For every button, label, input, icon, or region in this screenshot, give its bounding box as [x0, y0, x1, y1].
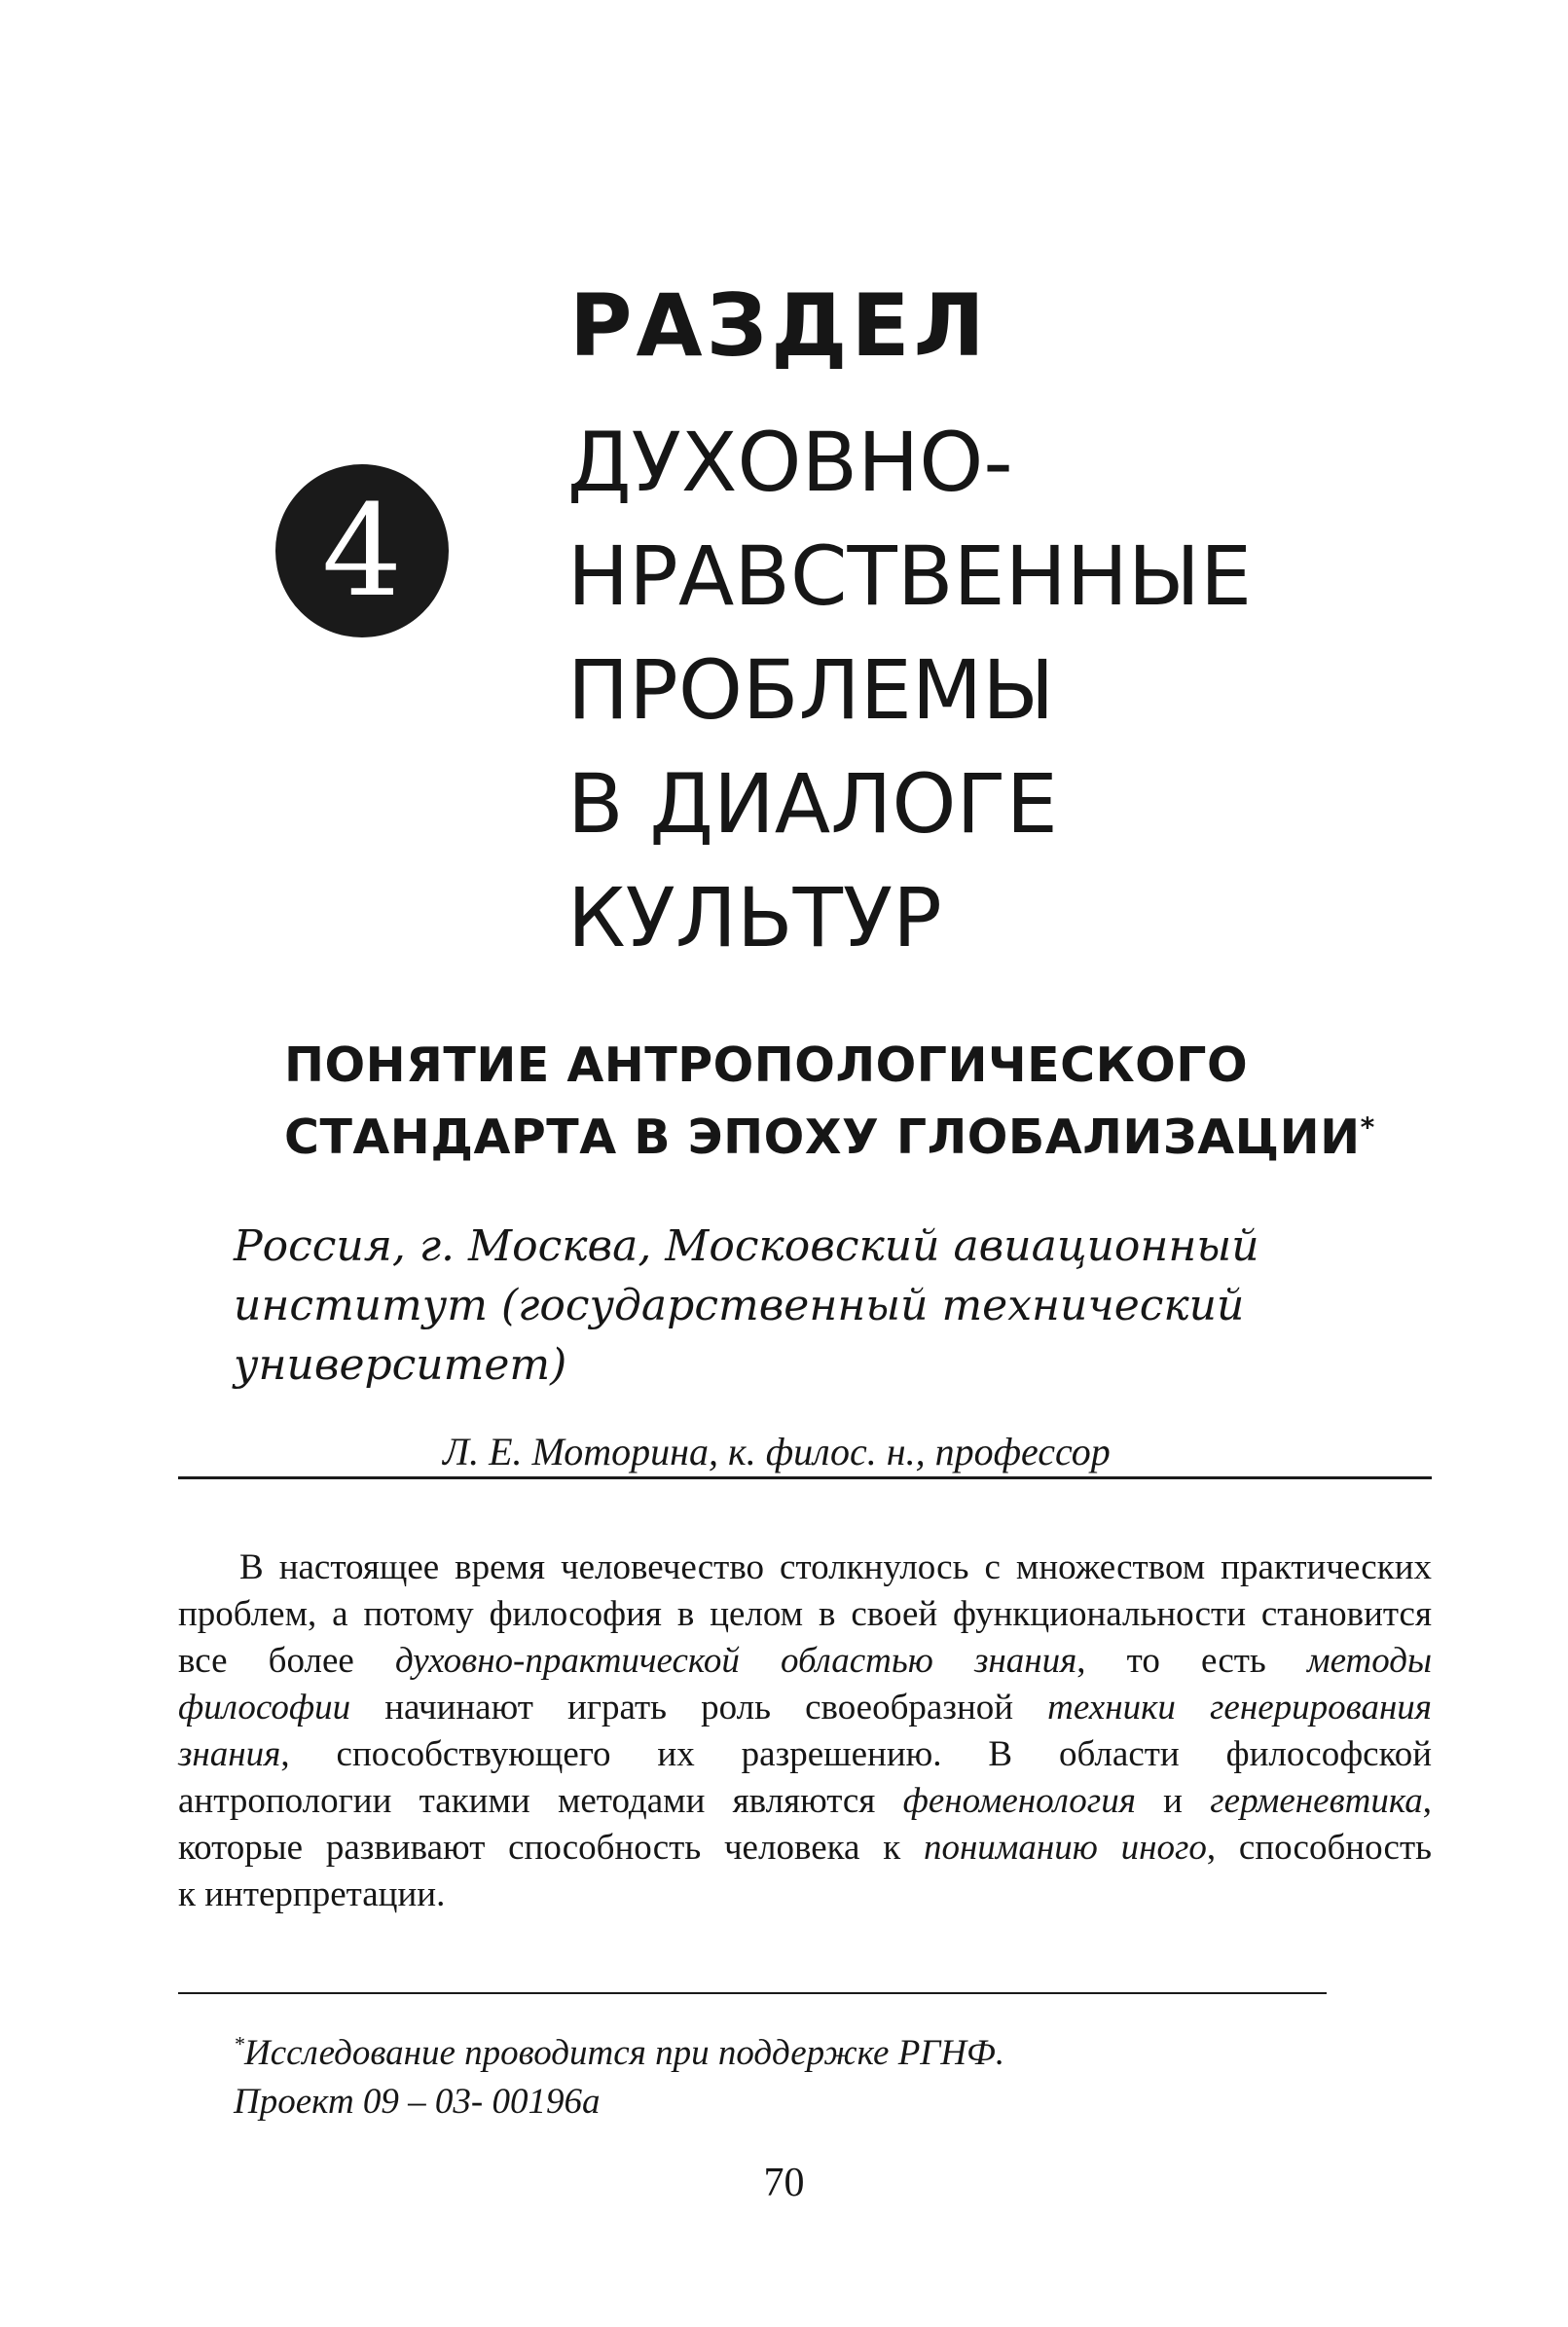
header-divider	[178, 1476, 1432, 1479]
footnote-line	[234, 2029, 1004, 2078]
body-text-run: проблем, а потому философия в целом в своей функциональности становится	[178, 1594, 1432, 1634]
section-title-line: ДУХОВНО-	[567, 415, 1013, 510]
affiliation-line: университет)	[234, 1340, 567, 1390]
body-text-run: , то есть	[1076, 1641, 1307, 1681]
section-title-line: КУЛЬТУР	[567, 870, 942, 965]
article-title	[284, 1030, 1404, 1174]
body-text-run: , способствующего их разрешению. В области философской	[280, 1734, 1432, 1774]
section-number-badge: 4	[275, 464, 449, 637]
body-text-run: начинают играть роль своеобразной	[350, 1688, 1048, 1727]
footnote-mark: *	[234, 2031, 244, 2056]
body-line	[178, 1825, 1432, 1872]
body-text-run: и	[1135, 1781, 1211, 1821]
body-text-run: к интерпретации.	[178, 1874, 446, 1914]
footnote-line-text: Исследование проводится при поддержке РГНФ.	[244, 2033, 1005, 2073]
emphasized-term: философии	[178, 1688, 351, 1727]
body-text-run: которые развивают способность человека к	[178, 1828, 924, 1868]
body-text-run: антропологии такими методами являются	[178, 1781, 903, 1821]
affiliation-line: Россия, г. Москва, Московский авиационный	[234, 1221, 1259, 1271]
page-number: 70	[763, 2161, 805, 2205]
footnote-reference-mark: *	[1360, 1110, 1375, 1144]
body-text-run: все более	[178, 1641, 395, 1681]
section-title-line: ПРОБЛЕМЫ	[567, 642, 1055, 738]
body-line	[178, 1731, 1432, 1778]
emphasized-term: техники генерирования	[1047, 1688, 1432, 1727]
emphasized-term: пониманию иного	[923, 1828, 1207, 1868]
section-title	[567, 406, 1443, 975]
emphasized-term: феноменология	[902, 1781, 1136, 1821]
affiliation-line: институт (государственный технический	[234, 1281, 1245, 1330]
emphasized-term: духовно-практической областью знания	[394, 1641, 1077, 1681]
article-title-line	[284, 1102, 1404, 1174]
footnote	[234, 2029, 1004, 2127]
body-line	[178, 1778, 1432, 1825]
body-line	[178, 1872, 1432, 1918]
emphasized-term: знания	[178, 1734, 281, 1774]
article-title-line-text: СТАНДАРТА В ЭПОХУ ГЛОБАЛИЗАЦИИ	[284, 1109, 1361, 1165]
footnote-line: Проект 09 – 03- 00196а	[234, 2082, 601, 2122]
body-text-run: , способность	[1206, 1828, 1432, 1868]
body-text-run: В настоящее время человечество столкнулось с множеством практических	[239, 1547, 1432, 1587]
section-title-line: НРАВСТВЕННЫЕ	[567, 528, 1253, 624]
body-line	[178, 1638, 1432, 1685]
body-paragraph	[178, 1545, 1432, 1918]
article-title-line: ПОНЯТИЕ АНТРОПОЛОГИЧЕСКОГО	[284, 1037, 1249, 1093]
section-title-line: В ДИАЛОГЕ	[567, 756, 1058, 852]
emphasized-term: методы	[1306, 1641, 1433, 1681]
body-text-run: ,	[1422, 1781, 1432, 1821]
body-line	[178, 1545, 1432, 1591]
author-byline: Л. Е. Моторина, к. филос. н., профессор	[443, 1430, 1111, 1473]
emphasized-term: герменевтика	[1210, 1781, 1423, 1821]
author-affiliation	[234, 1217, 1402, 1395]
footnote-divider	[178, 1992, 1327, 1994]
body-line	[178, 1685, 1432, 1731]
section-label: РАЗДЕЛ	[569, 275, 989, 376]
body-line	[178, 1591, 1432, 1638]
